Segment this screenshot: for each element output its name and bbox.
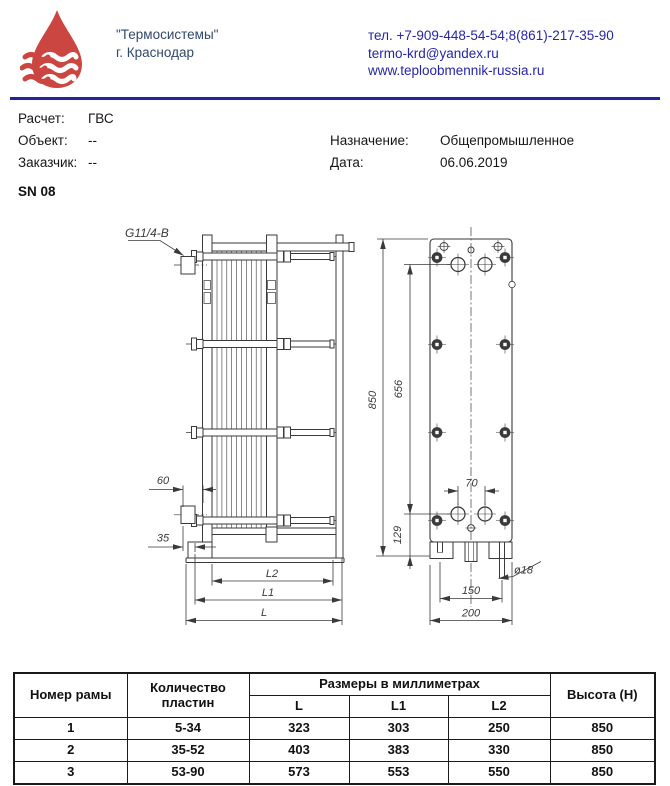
dim-850-label: 850 <box>367 390 379 410</box>
calc-label: Расчет: <box>18 111 65 126</box>
cell-H: 850 <box>550 740 655 762</box>
cell-plates: 5-34 <box>127 718 249 740</box>
object-value: -- <box>88 133 97 148</box>
cell-L: 403 <box>249 740 349 762</box>
calc-value: ГВС <box>88 111 114 126</box>
phone-number: тел. +7-909-448-54-54;8(861)-217-35-90 <box>368 28 614 43</box>
company-city: г. Краснодар <box>116 45 194 60</box>
dim-60-label: 60 <box>156 475 170 487</box>
cell-L: 573 <box>249 762 349 785</box>
cell-L1: 303 <box>349 718 448 740</box>
dim-L1-label: L1 <box>261 587 275 599</box>
cell-L1: 553 <box>349 762 448 785</box>
cell-plates: 53-90 <box>127 762 249 785</box>
col-header-height: Высота (H) <box>550 673 655 718</box>
side-view <box>174 235 354 563</box>
cell-L2: 250 <box>448 718 550 740</box>
dim-35-label: 35 <box>156 532 170 545</box>
specs-table <box>13 672 656 785</box>
col-header-sizes: Размеры в миллиметрах <box>249 673 550 696</box>
col-header-L: L <box>249 696 349 718</box>
front-view <box>428 227 515 607</box>
purpose-label: Назначение: <box>330 133 409 148</box>
customer-value: -- <box>88 155 97 170</box>
cell-L2: 330 <box>448 740 550 762</box>
model-designation: SN 08 <box>18 184 56 199</box>
table-row <box>14 740 655 762</box>
cell-L: 323 <box>249 718 349 740</box>
dim-L-label: L <box>260 607 268 619</box>
cell-H: 850 <box>550 762 655 785</box>
date-value: 06.06.2019 <box>440 155 508 170</box>
cell-L2: 550 <box>448 762 550 785</box>
table-row <box>14 718 655 740</box>
dim-656-label: 656 <box>393 379 405 399</box>
table-row <box>14 762 655 785</box>
col-header-frame: Номер рамы <box>14 673 127 718</box>
purpose-value: Общепромышленное <box>440 133 575 148</box>
object-label: Объект: <box>18 133 68 148</box>
dim-200-label: 200 <box>461 607 481 620</box>
company-name: "Термосистемы" <box>116 27 219 42</box>
cell-frame: 2 <box>14 740 127 762</box>
cell-frame: 3 <box>14 762 127 785</box>
dim-L2-label: L2 <box>265 568 279 580</box>
cell-H: 850 <box>550 718 655 740</box>
dim-70-label: 70 <box>465 477 478 490</box>
email-address: termo-krd@yandex.ru <box>368 45 499 61</box>
website-url: www.teploobmennik-russia.ru <box>368 63 545 78</box>
col-header-plates: Количество пластин <box>127 673 249 718</box>
col-header-L2: L2 <box>448 696 550 718</box>
dim-diameter-label: ø18 <box>514 564 533 577</box>
dim-129-label: 129 <box>392 525 404 545</box>
customer-label: Заказчик: <box>18 155 78 170</box>
dim-150-label: 150 <box>461 585 481 597</box>
date-label: Дата: <box>330 155 364 170</box>
cell-L1: 383 <box>349 740 448 762</box>
port-thread-label: G11/4-B <box>125 226 169 240</box>
col-header-L1: L1 <box>349 696 448 718</box>
cell-plates: 35-52 <box>127 740 249 762</box>
cell-frame: 1 <box>14 718 127 740</box>
